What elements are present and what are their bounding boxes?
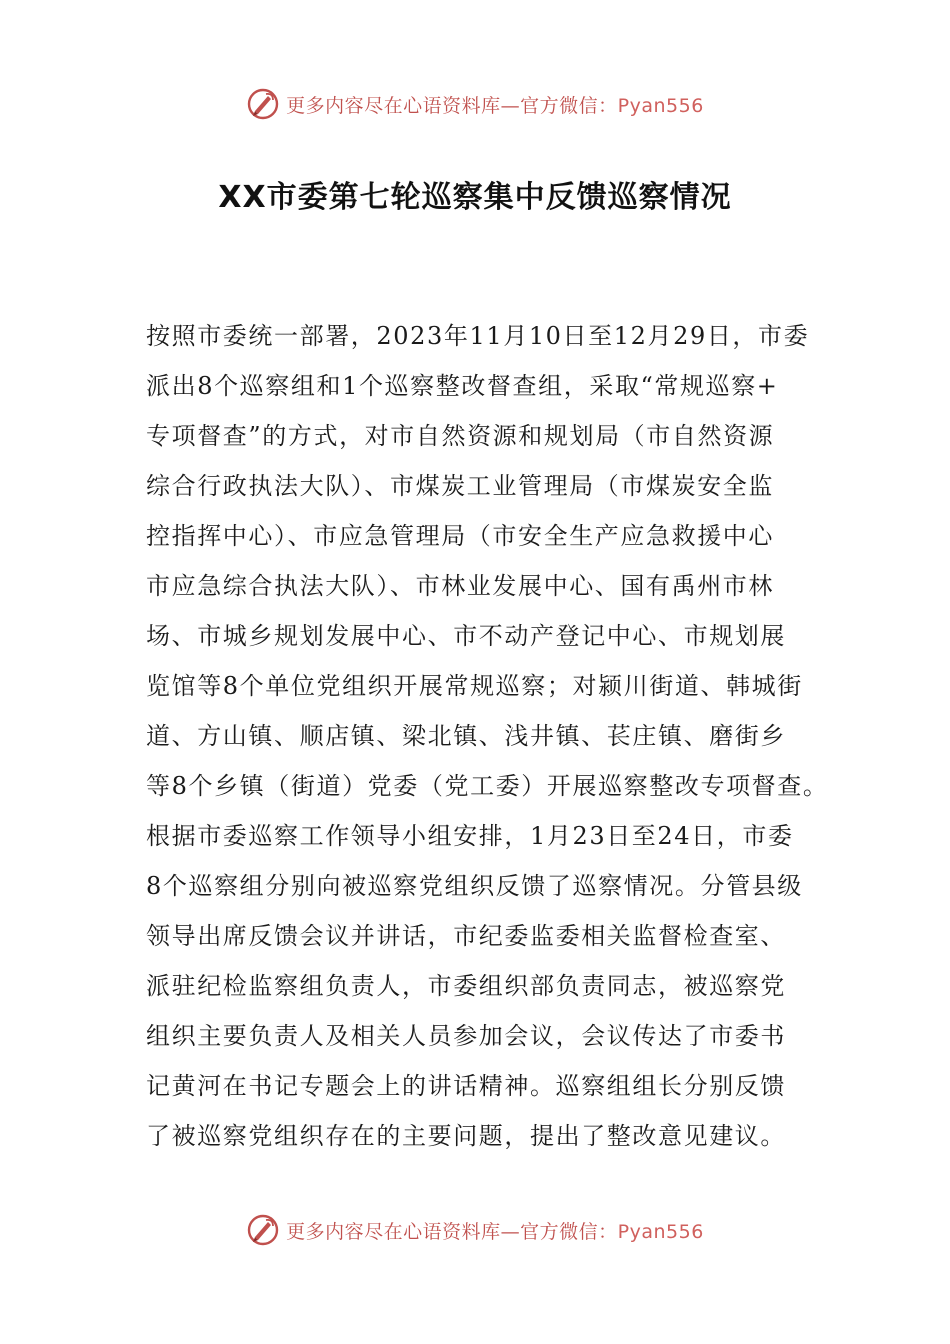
body-line: 控指挥中心）、市应急管理局（市安全生产应急救援中心 [146,522,774,550]
footer-banner-text: 更多内容尽在心语资料库—官方微信：Pyan556 [286,1220,704,1243]
body-line: 了被巡察党组织存在的主要问题，提出了整改意见建议。 [146,1122,786,1150]
body-line: 览馆等8个单位党组织开展常规巡察；对颍川街道、韩城街 [146,672,803,700]
body-line: 等8个乡镇（街道）党委（党工委）开展巡察整改专项督查。 [146,772,829,800]
pen-logo-icon [246,1213,280,1247]
document-title: XX市委第七轮巡察集中反馈巡察情况 [218,180,732,215]
body-line: 市应急综合执法大队）、市林业发展中心、国有禹州市林 [146,572,774,600]
body-line: 根据市委巡察工作领导小组安排，1月23日至24日，市委 [146,822,794,850]
header-banner [0,84,950,124]
body-line: 专项督查”的方式，对市自然资源和规划局（市自然资源 [146,422,775,450]
body-line: 按照市委统一部署，2023年11月10日至12月29日，市委 [146,322,810,350]
header-banner-text: 更多内容尽在心语资料库—官方微信：Pyan556 [286,94,704,117]
body-line: 8个巡察组分别向被巡察党组织反馈了巡察情况。分管县级 [146,872,803,900]
body-line: 组织主要负责人及相关人员参加会议，会议传达了市委书 [146,1022,786,1050]
pen-logo-icon [246,87,280,121]
body-line: 领导出席反馈会议并讲话，市纪委监委相关监督检查室、 [146,922,786,950]
body-line: 综合行政执法大队）、市煤炭工业管理局（市煤炭安全监 [146,472,774,500]
body-line: 派驻纪检监察组负责人，市委组织部负责同志，被巡察党 [146,972,786,1000]
body-line: 道、方山镇、顺店镇、梁北镇、浅井镇、苌庄镇、磨街乡 [146,722,786,750]
header-wechat-id: Pyan556 [617,94,704,117]
footer-wechat-id: Pyan556 [617,1220,704,1243]
body-paragraph [146,311,829,1161]
footer-banner [0,1210,950,1250]
body-line: 场、市城乡规划发展中心、市不动产登记中心、市规划展 [146,622,786,650]
body-line: 派出8个巡察组和1个巡察整改督查组，采取“常规巡察+ [146,372,779,400]
body-line: 记黄河在书记专题会上的讲话精神。巡察组组长分别反馈 [146,1072,786,1100]
